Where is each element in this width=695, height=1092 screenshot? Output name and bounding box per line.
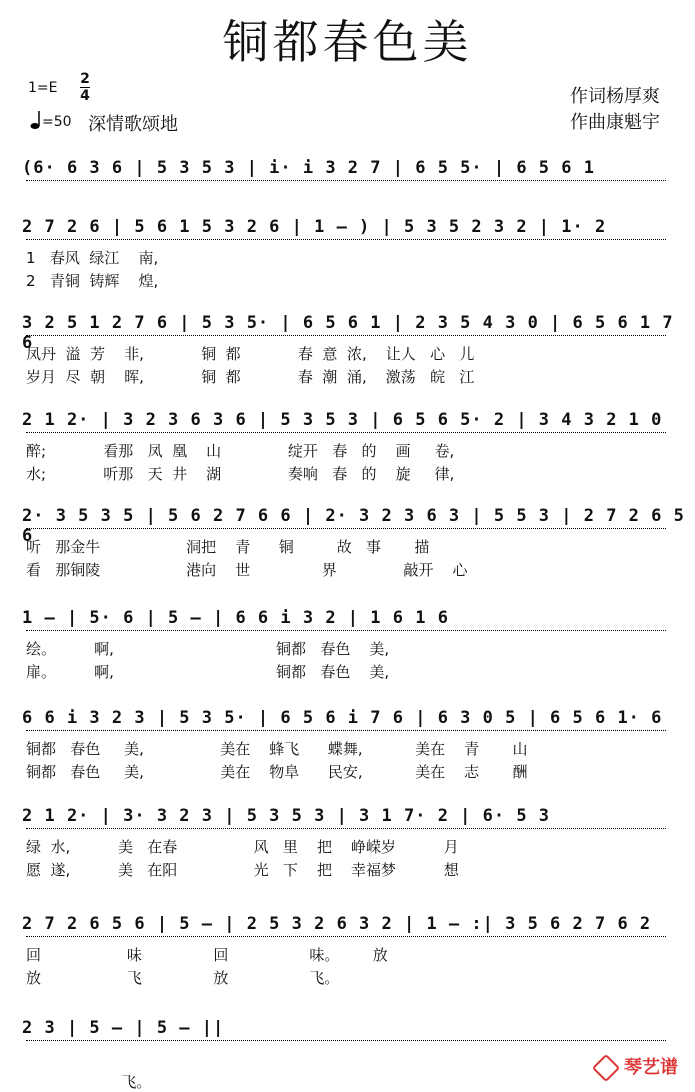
lyric-line-1: 绿 水, 美 在春 风 里 把 峥嵘岁 月 xyxy=(26,838,459,856)
lyric-line-2: 扉。 啊, 铜都 春色 美, xyxy=(26,663,390,681)
watermark-text: 琴艺谱 xyxy=(624,1057,678,1078)
notation-line: 2· 3 5 3 5 | 5 6 2 7 6 6 | 2· 3 2 3 6 3 | 5 5 3 | 2 7 2 6 5 6 xyxy=(22,506,685,546)
lyric-line-2: 2 青铜 铸辉 煌, xyxy=(26,272,159,290)
notation-line: 3 2 5 1 2 7 6 | 5 3 5· | 6 5 6 1 | 2 3 5 4 3 0 | 6 5 6 1 7 6 xyxy=(22,313,674,353)
beam-line xyxy=(26,528,666,529)
lyric-line-1: 听 那金牛 洞把 青 铜 故 事 描 xyxy=(26,538,430,556)
lyric-line-1: 铜都 春色 美, 美在 蜂飞 蝶舞, 美在 青 山 xyxy=(26,740,528,758)
lyric-line-1: 醉; 看那 凤 凰 山 绽开 春 的 画 卷, xyxy=(26,442,455,460)
lyric-line-1: 绘。 啊, 铜都 春色 美, xyxy=(26,640,390,658)
lyric-line-2: 看 那铜陵 港向 世 界 敲开 心 xyxy=(26,561,468,579)
lyric-line-2: 愿 遂, 美 在阳 光 下 把 幸福梦 想 xyxy=(26,861,459,879)
beam-line xyxy=(26,828,666,829)
time-sig-denominator: 4 xyxy=(80,88,90,104)
song-title: 铜都春色美 xyxy=(222,15,473,69)
composer-credit: 作曲康魁宇 xyxy=(570,112,660,133)
notation-line: 2 7 2 6 | 5 6 1 5 3 2 6 | 1 – ) | 5 3 5 2 3 2 | 1· 2 xyxy=(22,217,607,237)
beam-line xyxy=(26,630,666,631)
time-sig-numerator: 2 xyxy=(80,71,90,87)
beam-line xyxy=(26,180,666,181)
notation-line: 6 6 i 3 2 3 | 5 3 5· | 6 5 6 i 7 6 | 6 3 0 5 | 6 5 6 1· 6 xyxy=(22,708,663,728)
beam-line xyxy=(26,1040,666,1041)
beam-line xyxy=(26,239,666,240)
notation-line: 2 3 | 5 – | 5 – || xyxy=(22,1018,225,1038)
lyric-line-2: 岁月 尽 朝 晖, 铜 都 春 潮 涌, 激荡 皖 江 xyxy=(26,368,475,386)
lyric-line-2: 水; 听那 天 井 湖 奏响 春 的 旋 律, xyxy=(26,465,455,483)
beam-line xyxy=(26,730,666,731)
time-signature xyxy=(80,72,90,103)
beam-line xyxy=(26,936,666,937)
lyric-line-2: 飞。 xyxy=(26,1073,152,1091)
tempo-marking xyxy=(30,110,72,130)
notation-line: 2 1 2· | 3 2 3 6 3 6 | 5 3 5 3 | 6 5 6 5· 2 | 3 4 3 2 1 0 xyxy=(22,410,663,430)
tempo-value: =50 xyxy=(42,114,72,130)
beam-line xyxy=(26,432,666,433)
lyric-line-1: 1 春风 绿江 南, xyxy=(26,249,159,267)
key-signature: 1=E xyxy=(28,80,58,96)
lyricist-credit: 作词杨厚爽 xyxy=(570,86,660,107)
lyric-line-1: 凤丹 溢 芳 非, 铜 都 春 意 浓, 让人 心 儿 xyxy=(26,345,475,363)
beam-line xyxy=(26,335,666,336)
watermark-logo xyxy=(596,1053,678,1079)
logo-icon xyxy=(592,1054,620,1082)
lyric-line-1: 回 味 回 味。 放 xyxy=(26,946,388,964)
notation-line: 2 7 2 6 5 6 | 5 – | 2 5 3 2 6 3 2 | 1 – :| 3 5 6 2 7 6 2 xyxy=(22,914,652,934)
quarter-note-icon xyxy=(30,110,42,130)
notation-line: 1 – | 5· 6 | 5 – | 6 6 i 3 2 | 1 6 1 6 xyxy=(22,608,449,628)
expression-mark: 深情歌颂地 xyxy=(88,114,178,135)
notation-line: 2 1 2· | 3· 3 2 3 | 5 3 5 3 | 3 1 7· 2 | 6· 5 3 xyxy=(22,806,551,826)
notation-line: (6· 6 3 6 | 5 3 5 3 | i· i 3 2 7 | 6 5 5· | 6 5 6 1 xyxy=(22,158,595,178)
lyric-line-2: 铜都 春色 美, 美在 物阜 民安, 美在 志 酬 xyxy=(26,763,528,781)
lyric-line-2: 放 飞 放 飞。 xyxy=(26,969,340,987)
